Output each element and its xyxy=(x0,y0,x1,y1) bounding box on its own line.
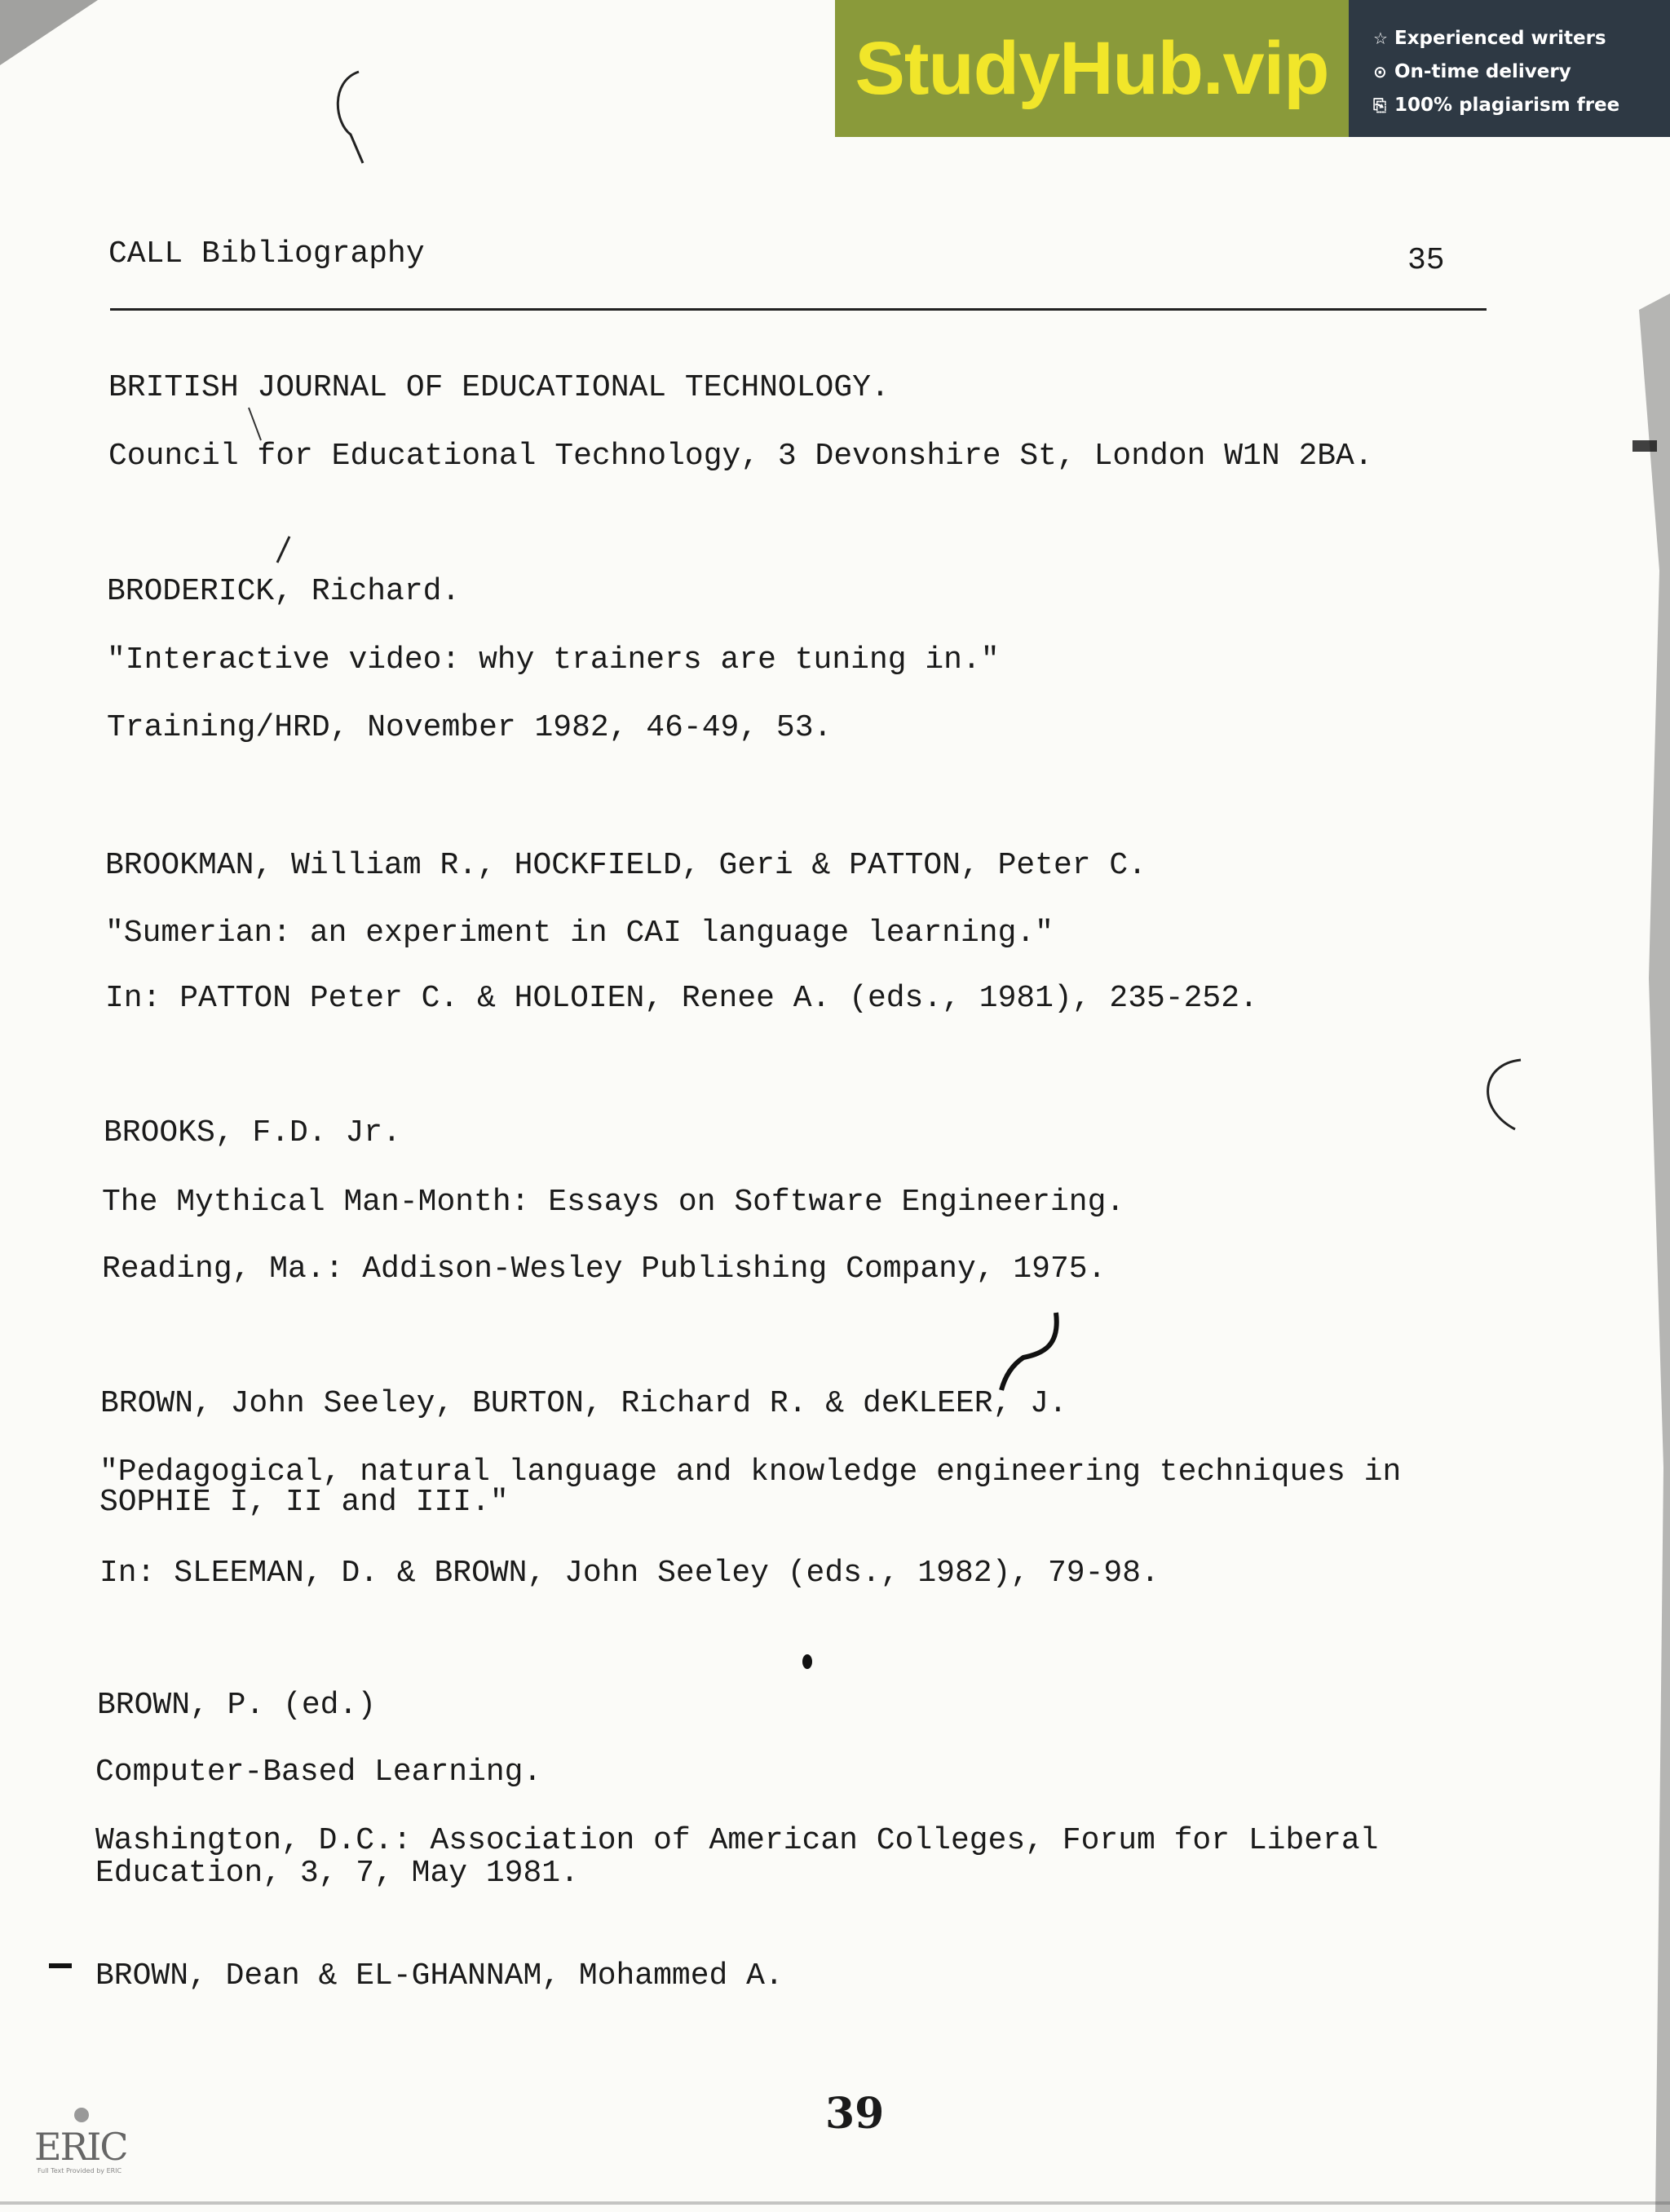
ad-banner[interactable] xyxy=(835,0,1670,137)
entry-line: "Sumerian: an experiment in CAI language learning." xyxy=(105,916,1054,951)
entry-heading: BRODERICK, Richard. xyxy=(107,574,461,609)
entry-line: Computer-Based Learning. xyxy=(95,1755,542,1790)
ad-feature xyxy=(1373,88,1670,121)
entry-line: Council for Educational Technology, 3 Devonshire St, London W1N 2BA. xyxy=(108,439,1373,474)
entry-line: SOPHIE I, II and III." xyxy=(99,1485,509,1520)
star-icon: ☆ xyxy=(1373,28,1388,48)
header-rule xyxy=(110,308,1487,311)
entry-line: The Mythical Man-Month: Essays on Software Engineering. xyxy=(102,1185,1125,1220)
entry-heading: BROWN, Dean & EL-GHANNAM, Mohammed A. xyxy=(95,1958,784,1993)
entry-heading: BRITISH JOURNAL OF EDUCATIONAL TECHNOLOGY. xyxy=(108,370,890,405)
ad-features xyxy=(1349,0,1670,137)
ad-brand-logo[interactable] xyxy=(835,0,1349,137)
entry-line: "Interactive video: why trainers are tuning in." xyxy=(107,642,1000,678)
page-number-top: 35 xyxy=(1407,243,1445,278)
clock-icon: ⊙ xyxy=(1373,61,1387,82)
eric-logo-subtext: Full Text Provided by ERIC xyxy=(38,2167,122,2174)
entry-heading: BROOKMAN, William R., HOCKFIELD, Geri & PATTON, Peter C. xyxy=(105,848,1147,883)
ad-feature-text: Experienced writers xyxy=(1394,27,1606,49)
entry-line: Training/HRD, November 1982, 46-49, 53. xyxy=(107,710,833,745)
running-head-title: CALL Bibliography xyxy=(108,236,425,272)
ad-feature xyxy=(1373,55,1670,88)
entry-line: "Pedagogical, natural language and knowledge engineering techniques in xyxy=(99,1455,1402,1490)
eric-logo-text: ERIC xyxy=(34,2125,127,2169)
eric-logo xyxy=(34,2105,127,2179)
ad-feature-text: On-time delivery xyxy=(1394,60,1571,82)
ad-feature xyxy=(1373,21,1670,55)
ad-feature-text: 100% plagiarism free xyxy=(1394,94,1620,116)
entry-line: Reading, Ma.: Addison-Wesley Publishing Company, 1975. xyxy=(102,1252,1107,1287)
entry-line: In: PATTON Peter C. & HOLOIEN, Renee A. (eds., 1981), 235-252. xyxy=(105,981,1258,1016)
entry-heading: BROOKS, F.D. Jr. xyxy=(104,1115,401,1150)
page-number-bottom: 39 xyxy=(825,2089,885,2139)
entry-line: Washington, D.C.: Association of American Colleges, Forum for Liberal xyxy=(95,1823,1379,1858)
entry-line: In: SLEEMAN, D. & BROWN, John Seeley (eds., 1982), 79-98. xyxy=(99,1556,1160,1591)
document-icon: ⎘ xyxy=(1373,95,1386,115)
ad-brand-name: StudyHub.vip xyxy=(855,26,1329,110)
entry-heading: BROWN, John Seeley, BURTON, Richard R. & deKLEER, J. xyxy=(100,1386,1067,1421)
entry-heading: BROWN, P. (ed.) xyxy=(97,1688,377,1723)
entry-line: Education, 3, 7, May 1981. xyxy=(95,1856,579,1891)
